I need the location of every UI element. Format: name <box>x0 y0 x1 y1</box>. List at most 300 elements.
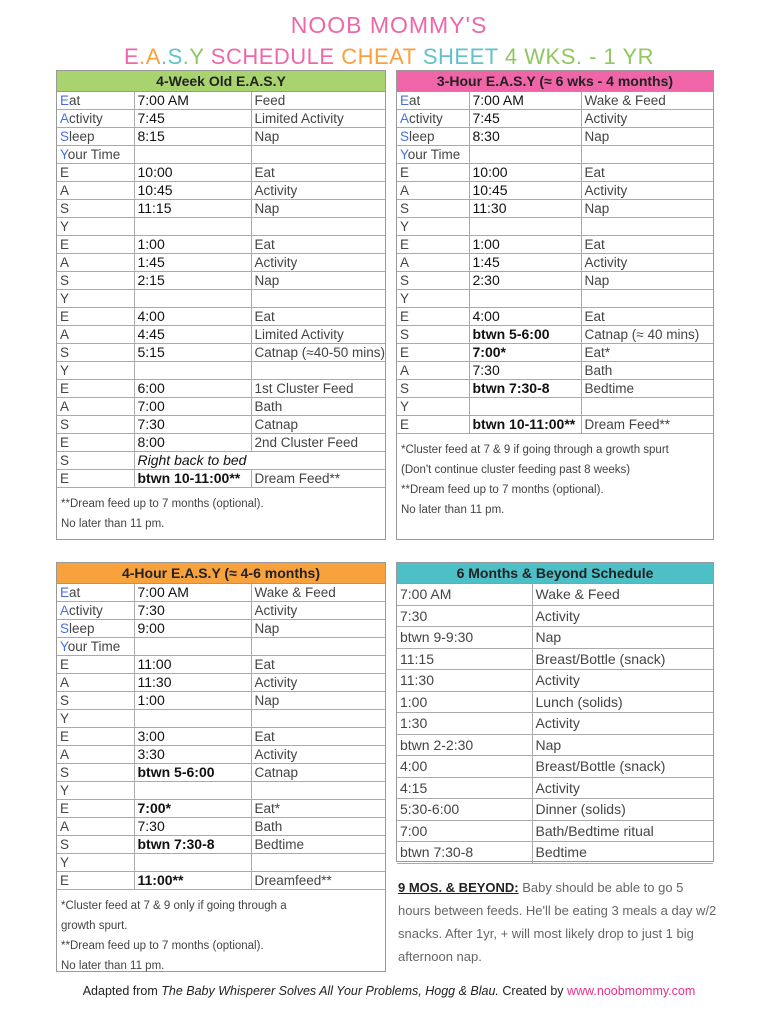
table-row <box>57 272 385 290</box>
table-row <box>57 164 385 182</box>
table-cell: S <box>397 200 469 218</box>
table-row <box>57 380 385 398</box>
table-row <box>397 200 713 218</box>
table-cell: Eat <box>581 164 713 182</box>
table-cell: Limited Activity <box>251 326 385 344</box>
table-cell <box>251 854 385 872</box>
table-row <box>57 146 385 164</box>
table-cell: 7:00* <box>134 800 251 818</box>
table-cell: btwn 9-9:30 <box>397 627 532 649</box>
table-cell: Y <box>397 398 469 416</box>
table-row <box>397 398 713 416</box>
table-cell: 9:00 <box>134 620 251 638</box>
table-row <box>57 326 385 344</box>
table-cell: 11:15 <box>134 200 251 218</box>
table-cell: 1:30 <box>397 713 532 735</box>
table-cell: Eat* <box>581 344 713 362</box>
table-cell: Bath <box>251 818 385 836</box>
table-cell: 11:30 <box>397 670 532 692</box>
table-cell: Catnap <box>251 416 385 434</box>
panel-notes <box>397 434 713 526</box>
table-cell: btwn 2-2:30 <box>397 734 532 756</box>
table-cell: Activity <box>251 602 385 620</box>
table-row <box>397 344 713 362</box>
table-cell: 11:30 <box>469 200 581 218</box>
table-row <box>397 290 713 308</box>
table-row <box>397 734 713 756</box>
table-cell <box>581 290 713 308</box>
table-row <box>57 638 385 656</box>
table-cell-label: Eat <box>57 92 134 110</box>
table-cell: Catnap (≈40-50 mins) <box>251 344 385 362</box>
table-cell: Bath <box>581 362 713 380</box>
table-cell: S <box>57 452 134 470</box>
table-cell: E <box>397 308 469 326</box>
table-cell <box>251 290 385 308</box>
table-cell: A <box>57 326 134 344</box>
table-cell: E <box>57 656 134 674</box>
table-row <box>57 800 385 818</box>
table-cell <box>251 146 385 164</box>
note-line: (Don't continue cluster feeding past 8 weeks) <box>401 464 631 476</box>
table-row <box>57 782 385 800</box>
table-cell: Activity <box>532 605 713 627</box>
table-cell: Nap <box>251 128 385 146</box>
table-cell <box>469 290 581 308</box>
schedule-table <box>397 584 713 864</box>
table-cell: btwn 7:30-8 <box>134 836 251 854</box>
table-cell: 1:00 <box>134 692 251 710</box>
table-cell: 7:45 <box>469 110 581 128</box>
table-row <box>57 818 385 836</box>
table-cell: 7:00 AM <box>134 584 251 602</box>
panel-notes <box>57 890 385 982</box>
table-row <box>57 602 385 620</box>
table-cell: 5:15 <box>134 344 251 362</box>
table-cell: 7:30 <box>397 605 532 627</box>
note-line: No later than 11 pm. <box>61 518 165 530</box>
table-cell: Wake & Feed <box>581 92 713 110</box>
table-cell: btwn 7:30-8 <box>469 380 581 398</box>
panel-4-hour-easy <box>56 562 386 972</box>
table-cell: Wake & Feed <box>251 584 385 602</box>
table-cell <box>134 854 251 872</box>
table-row <box>57 746 385 764</box>
table-cell <box>581 398 713 416</box>
table-cell: 7:30 <box>134 602 251 620</box>
table-cell: A <box>57 254 134 272</box>
table-cell: E <box>57 308 134 326</box>
table-cell: Nap <box>251 272 385 290</box>
table-cell: Feed <box>251 92 385 110</box>
table-row <box>397 416 713 434</box>
title-part: SHEET <box>422 44 505 69</box>
table-row <box>397 326 713 344</box>
table-cell-label: Your Time <box>397 146 469 164</box>
nine-months-heading: 9 MOS. & BEYOND: <box>398 880 519 895</box>
title-part: CHEAT <box>341 44 423 69</box>
table-row <box>57 872 385 890</box>
footer-site-link[interactable]: www.noobmommy.com <box>567 984 696 998</box>
table-cell: 7:30 <box>134 818 251 836</box>
table-row <box>397 756 713 778</box>
panel-header: 3-Hour E.A.S.Y (≈ 6 wks - 4 months) <box>397 71 713 92</box>
table-cell <box>581 146 713 164</box>
table-row <box>397 236 713 254</box>
table-cell: Y <box>57 782 134 800</box>
table-cell: E <box>57 470 134 488</box>
table-cell: Eat <box>251 164 385 182</box>
table-cell: E <box>397 344 469 362</box>
note-line: No later than 11 pm. <box>61 960 165 972</box>
table-cell: E <box>57 236 134 254</box>
table-cell: 2:15 <box>134 272 251 290</box>
table-cell: S <box>57 692 134 710</box>
table-cell: A <box>57 746 134 764</box>
table-row <box>57 710 385 728</box>
table-row <box>397 164 713 182</box>
panel-3-hour-easy <box>396 70 714 540</box>
table-cell: Y <box>57 854 134 872</box>
table-cell: 7:00* <box>469 344 581 362</box>
table-cell: Dream Feed** <box>251 470 385 488</box>
table-cell: 7:00 <box>134 398 251 416</box>
footer-prefix: Adapted from <box>82 984 162 998</box>
table-cell: Activity <box>581 182 713 200</box>
table-cell: Activity <box>581 110 713 128</box>
table-cell: 4:00 <box>134 308 251 326</box>
table-cell: Catnap <box>251 764 385 782</box>
table-cell-label: Activity <box>397 110 469 128</box>
table-cell-label: Eat <box>397 92 469 110</box>
footer-middle: Created by <box>498 984 567 998</box>
table-cell-label: Sleep <box>57 128 134 146</box>
nine-months-note <box>398 876 718 968</box>
table-cell: Activity <box>532 670 713 692</box>
table-cell: 4:00 <box>469 308 581 326</box>
table-cell: btwn 10-11:00** <box>134 470 251 488</box>
table-cell: Eat <box>251 728 385 746</box>
table-row <box>57 674 385 692</box>
table-cell <box>469 218 581 236</box>
table-cell: A <box>397 362 469 380</box>
table-cell <box>251 782 385 800</box>
table-cell: S <box>397 272 469 290</box>
table-row <box>57 452 385 470</box>
table-cell: Bedtime <box>532 842 713 864</box>
table-cell: E <box>57 800 134 818</box>
schedule-table <box>397 92 713 434</box>
table-cell-label: Activity <box>57 602 134 620</box>
table-cell: Activity <box>532 777 713 799</box>
panel-notes <box>57 488 385 540</box>
table-row <box>397 627 713 649</box>
table-row <box>57 200 385 218</box>
table-cell: S <box>57 836 134 854</box>
table-row <box>397 254 713 272</box>
nine-months-text: Baby should be able to go 5 hours between feeds. He'll be eating 3 meals a day w/2 snacks. After 1yr, + will most likely drop to just 1 big afternoon nap. <box>398 880 717 964</box>
table-row <box>57 620 385 638</box>
table-row <box>397 777 713 799</box>
table-cell: Bath <box>251 398 385 416</box>
table-cell: Right back to bed <box>134 452 385 470</box>
table-cell: 7:30 <box>134 416 251 434</box>
note-line: **Dream feed up to 7 months (optional). <box>61 498 264 510</box>
table-cell: 11:15 <box>397 648 532 670</box>
table-cell: Dinner (solids) <box>532 799 713 821</box>
table-cell <box>251 362 385 380</box>
table-row <box>57 362 385 380</box>
table-cell <box>134 362 251 380</box>
table-row <box>57 836 385 854</box>
footer-credit <box>0 984 778 998</box>
table-cell: btwn 10-11:00** <box>469 416 581 434</box>
table-cell: Eat <box>251 236 385 254</box>
table-row <box>57 128 385 146</box>
table-row <box>397 92 713 110</box>
table-row <box>57 398 385 416</box>
table-cell <box>469 398 581 416</box>
table-cell: 1st Cluster Feed <box>251 380 385 398</box>
table-cell: 7:00 AM <box>134 92 251 110</box>
table-cell: 4:15 <box>397 777 532 799</box>
table-cell <box>134 146 251 164</box>
table-cell: E <box>397 416 469 434</box>
table-cell: E <box>57 872 134 890</box>
table-cell: Limited Activity <box>251 110 385 128</box>
table-cell <box>134 710 251 728</box>
table-cell: A <box>57 182 134 200</box>
table-cell: Activity <box>251 674 385 692</box>
table-cell: 10:45 <box>134 182 251 200</box>
table-cell: 4:45 <box>134 326 251 344</box>
table-row <box>57 236 385 254</box>
table-cell: 7:00 AM <box>469 92 581 110</box>
table-cell <box>134 218 251 236</box>
table-cell: S <box>57 200 134 218</box>
table-cell: Eat <box>251 308 385 326</box>
table-cell: 11:30 <box>134 674 251 692</box>
table-cell: S <box>397 380 469 398</box>
table-cell: E <box>57 164 134 182</box>
note-line: growth spurt. <box>61 920 128 932</box>
title-part: A <box>145 44 161 69</box>
title-part: S <box>167 44 183 69</box>
table-row <box>397 605 713 627</box>
table-cell: Eat <box>251 656 385 674</box>
table-row <box>397 182 713 200</box>
title-part: 4 WKS. - 1 YR <box>504 44 655 69</box>
table-cell: A <box>397 182 469 200</box>
schedule-table <box>57 92 385 488</box>
table-cell: 3:00 <box>134 728 251 746</box>
table-cell: 11:00 <box>134 656 251 674</box>
table-row <box>57 110 385 128</box>
table-row <box>57 470 385 488</box>
table-cell: Nap <box>532 734 713 756</box>
table-cell: 4:00 <box>397 756 532 778</box>
title-line-1: NOOB MOMMY'S <box>290 12 488 38</box>
table-cell <box>134 290 251 308</box>
table-row <box>397 842 713 864</box>
table-cell: Y <box>397 290 469 308</box>
table-cell: Y <box>57 710 134 728</box>
table-cell: 10:00 <box>134 164 251 182</box>
table-cell: A <box>397 254 469 272</box>
table-row <box>57 656 385 674</box>
table-cell: 8:00 <box>134 434 251 452</box>
table-cell: A <box>57 674 134 692</box>
table-cell: 1:45 <box>469 254 581 272</box>
table-cell: 5:30-6:00 <box>397 799 532 821</box>
panel-6-months-beyond <box>396 562 714 862</box>
table-cell: Dream Feed** <box>581 416 713 434</box>
table-cell: 11:00** <box>134 872 251 890</box>
table-cell: 8:30 <box>469 128 581 146</box>
note-line: *Cluster feed at 7 & 9 if going through a growth spurt <box>401 444 669 456</box>
note-line: **Dream feed up to 7 months (optional). <box>61 940 264 952</box>
table-row <box>57 218 385 236</box>
table-cell <box>134 782 251 800</box>
title-part: . <box>160 44 168 69</box>
title-part: SCHEDULE <box>210 44 342 69</box>
table-cell <box>251 218 385 236</box>
note-line: **Dream feed up to 7 months (optional). <box>401 484 604 496</box>
table-cell: 1:00 <box>397 691 532 713</box>
title-part: E <box>123 44 140 69</box>
schedule-table <box>57 584 385 890</box>
table-row <box>57 692 385 710</box>
table-cell: 7:45 <box>134 110 251 128</box>
table-cell: 7:30 <box>469 362 581 380</box>
table-cell: Y <box>57 218 134 236</box>
table-cell: 2:30 <box>469 272 581 290</box>
table-cell: Y <box>57 362 134 380</box>
table-cell: Bedtime <box>581 380 713 398</box>
table-row <box>397 218 713 236</box>
table-cell <box>251 710 385 728</box>
table-cell: Activity <box>251 254 385 272</box>
table-row <box>57 182 385 200</box>
table-cell: Y <box>397 218 469 236</box>
table-cell: S <box>57 764 134 782</box>
table-row <box>57 764 385 782</box>
table-row <box>57 584 385 602</box>
title-part: Y <box>189 44 211 69</box>
table-row <box>57 728 385 746</box>
panel-header: 6 Months & Beyond Schedule <box>397 563 713 584</box>
table-cell: Y <box>57 290 134 308</box>
table-cell: Activity <box>251 182 385 200</box>
table-cell: E <box>57 380 134 398</box>
table-cell: Nap <box>581 128 713 146</box>
table-cell: 10:45 <box>469 182 581 200</box>
table-cell <box>134 638 251 656</box>
table-row <box>397 820 713 842</box>
table-cell-label: Activity <box>57 110 134 128</box>
table-cell: 1:45 <box>134 254 251 272</box>
table-row <box>397 362 713 380</box>
table-row <box>397 670 713 692</box>
table-row <box>397 272 713 290</box>
table-cell: Nap <box>251 200 385 218</box>
table-cell <box>251 638 385 656</box>
table-row <box>57 290 385 308</box>
note-line: No later than 11 pm. <box>401 504 505 516</box>
table-row <box>397 799 713 821</box>
table-row <box>57 416 385 434</box>
table-cell: Catnap (≈ 40 mins) <box>581 326 713 344</box>
table-cell-label: Sleep <box>57 620 134 638</box>
table-cell: Bedtime <box>251 836 385 854</box>
table-cell: 10:00 <box>469 164 581 182</box>
table-cell-label: Your Time <box>57 146 134 164</box>
table-cell: 1:00 <box>134 236 251 254</box>
table-cell: S <box>57 344 134 362</box>
table-cell: 2nd Cluster Feed <box>251 434 385 452</box>
table-cell: Nap <box>581 200 713 218</box>
table-cell-label: Sleep <box>397 128 469 146</box>
table-cell <box>469 146 581 164</box>
table-row <box>397 648 713 670</box>
table-cell: 8:15 <box>134 128 251 146</box>
table-row <box>57 254 385 272</box>
table-cell: btwn 5-6:00 <box>134 764 251 782</box>
table-cell-label: Eat <box>57 584 134 602</box>
table-cell: 6:00 <box>134 380 251 398</box>
footer-book-title: The Baby Whisperer Solves All Your Problems, Hogg & Blau. <box>161 984 499 998</box>
table-cell: 7:00 <box>397 820 532 842</box>
table-cell: E <box>397 236 469 254</box>
table-cell: Wake & Feed <box>532 584 713 605</box>
table-row <box>397 713 713 735</box>
table-cell: Nap <box>532 627 713 649</box>
table-cell: Eat <box>581 308 713 326</box>
table-cell: btwn 7:30-8 <box>397 842 532 864</box>
table-row <box>397 584 713 605</box>
table-cell: E <box>57 728 134 746</box>
table-cell: Breast/Bottle (snack) <box>532 756 713 778</box>
table-cell: S <box>57 272 134 290</box>
note-line: *Cluster feed at 7 & 9 only if going through a <box>61 900 287 912</box>
table-row <box>57 308 385 326</box>
table-cell: Activity <box>581 254 713 272</box>
table-cell: A <box>57 398 134 416</box>
table-cell: Nap <box>581 272 713 290</box>
table-row <box>397 128 713 146</box>
table-cell: E <box>397 164 469 182</box>
table-cell: Activity <box>251 746 385 764</box>
table-cell: E <box>57 434 134 452</box>
table-row <box>397 691 713 713</box>
title-part: . <box>139 44 146 69</box>
table-row <box>397 146 713 164</box>
table-cell: Activity <box>532 713 713 735</box>
table-row <box>57 344 385 362</box>
panel-header: 4-Hour E.A.S.Y (≈ 4-6 months) <box>57 563 385 584</box>
table-cell: btwn 5-6:00 <box>469 326 581 344</box>
table-cell <box>581 218 713 236</box>
table-row <box>57 92 385 110</box>
table-cell: Eat <box>581 236 713 254</box>
table-row <box>397 110 713 128</box>
title-line-2 <box>0 44 778 70</box>
panel-4-week-easy <box>56 70 386 540</box>
table-cell: 1:00 <box>469 236 581 254</box>
table-cell: Nap <box>251 620 385 638</box>
table-cell: Lunch (solids) <box>532 691 713 713</box>
table-cell: Breast/Bottle (snack) <box>532 648 713 670</box>
